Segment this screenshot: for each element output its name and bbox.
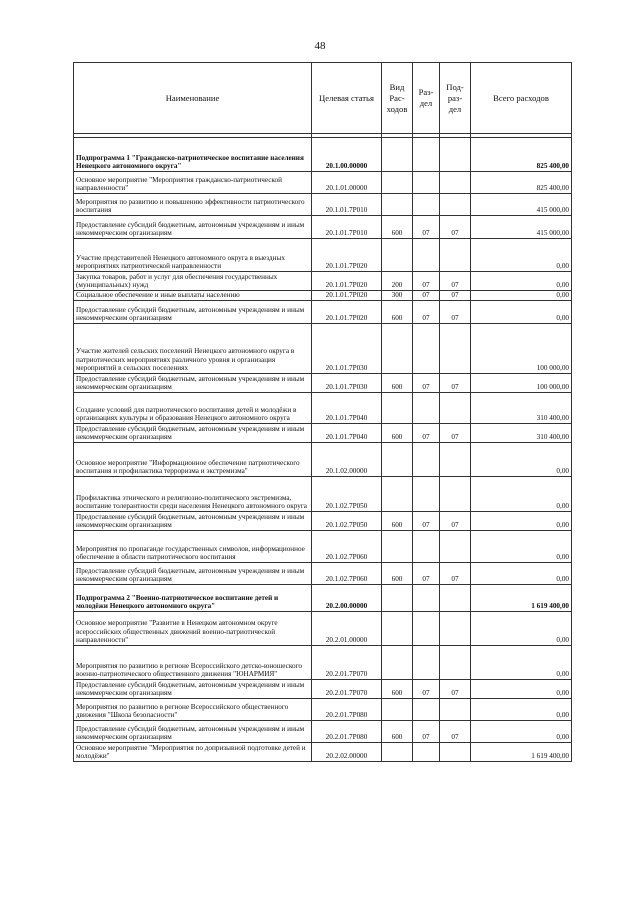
row-name: Участие жителей сельских поселений Ненецкого автономного округа в патриотических мероприятиях различного уровня и организация мероприятий в сельских поселениях [74, 324, 312, 374]
row-target-article: 20.1.01.7Р020 [312, 239, 382, 272]
row-name: Предоставление субсидий бюджетным, автономным учреждениям и иным некоммерческим организациям [74, 216, 312, 239]
row-name: Мероприятия по развитию в регионе Всероссийского детско-юношеского военно-патриотического общественного движения "ЮНАРМИЯ" [74, 646, 312, 680]
row-section [413, 443, 440, 477]
row-total-amount: 1 619 400,00 [471, 743, 572, 762]
table-row [74, 477, 572, 512]
row-section: 07 [413, 424, 440, 443]
row-name: Предоставление субсидий бюджетным, автономным учреждениям и иным некоммерческим организациям [74, 374, 312, 393]
row-section: 07 [413, 291, 440, 301]
row-expense-type [382, 612, 413, 646]
row-expense-type: 600 [382, 301, 413, 324]
row-total-amount: 0,00 [471, 612, 572, 646]
row-subsection [440, 393, 471, 424]
row-subsection: 07 [440, 512, 471, 531]
row-name: Мероприятия по развитию в регионе Всероссийского общественного движения "Школа безопасности" [74, 699, 312, 721]
row-expense-type [382, 646, 413, 680]
row-section [413, 239, 440, 272]
row-target-article: 20.1.01.7Р030 [312, 324, 382, 374]
table-row [74, 301, 572, 324]
row-total-amount: 100 000,00 [471, 374, 572, 393]
table-row [74, 563, 572, 585]
header-total-expenses: Всего расходов [471, 63, 572, 134]
row-total-amount: 415 000,00 [471, 216, 572, 239]
row-target-article: 20.1.01.7Р030 [312, 374, 382, 393]
row-section: 07 [413, 272, 440, 291]
row-target-article: 20.1.01.7Р040 [312, 424, 382, 443]
page-number: 48 [314, 40, 326, 52]
row-target-article: 20.2.01.00000 [312, 612, 382, 646]
row-total-amount: 0,00 [471, 563, 572, 585]
row-section [413, 393, 440, 424]
row-total-amount: 0,00 [471, 646, 572, 680]
table-row [74, 194, 572, 216]
table-row [74, 443, 572, 477]
row-section [413, 699, 440, 721]
row-name: Основное мероприятие "Мероприятия по допризывной подготовке детей и молодёжи" [74, 743, 312, 762]
row-expense-type [382, 743, 413, 762]
row-name: Основное мероприятие "Мероприятия гражданско-патриотической направленности" [74, 172, 312, 194]
row-section [413, 743, 440, 762]
row-section: 07 [413, 680, 440, 699]
row-target-article: 20.1.02.7Р050 [312, 477, 382, 512]
row-section: 07 [413, 301, 440, 324]
row-target-article: 20.2.01.7Р070 [312, 680, 382, 699]
row-total-amount: 0,00 [471, 699, 572, 721]
row-target-article: 20.1.02.7Р060 [312, 563, 382, 585]
table-row [74, 291, 572, 301]
row-expense-type [382, 699, 413, 721]
row-total-amount: 825 400,00 [471, 172, 572, 194]
row-subsection [440, 138, 471, 172]
table-row [74, 699, 572, 721]
table-row [74, 393, 572, 424]
table-row [74, 680, 572, 699]
row-section [413, 612, 440, 646]
row-target-article: 20.1.01.7Р020 [312, 291, 382, 301]
row-subsection: 07 [440, 301, 471, 324]
header-subsection: Под- раз- дел [440, 63, 471, 134]
row-expense-type [382, 531, 413, 563]
row-subsection: 07 [440, 424, 471, 443]
row-section: 07 [413, 216, 440, 239]
row-total-amount: 0,00 [471, 301, 572, 324]
table-row [74, 721, 572, 743]
row-subsection [440, 239, 471, 272]
row-subsection [440, 194, 471, 216]
table-body [74, 138, 572, 762]
row-subsection [440, 324, 471, 374]
row-name: Мероприятия по пропаганде государственных символов, информационное обеспечение в области патриотического воспитания [74, 531, 312, 563]
row-section [413, 585, 440, 612]
row-section [413, 531, 440, 563]
row-target-article: 20.2.01.7Р070 [312, 646, 382, 680]
row-target-article: 20.1.02.7Р050 [312, 512, 382, 531]
row-target-article: 20.2.01.7Р080 [312, 699, 382, 721]
row-total-amount: 1 619 400,00 [471, 585, 572, 612]
table-row [74, 216, 572, 239]
row-subsection: 07 [440, 272, 471, 291]
row-expense-type [382, 443, 413, 477]
row-total-amount: 310 400,00 [471, 393, 572, 424]
header-section: Раз- дел [413, 63, 440, 134]
table-row [74, 172, 572, 194]
row-target-article: 20.2.02.00000 [312, 743, 382, 762]
row-name: Предоставление субсидий бюджетным, автономным учреждениям и иным некоммерческим организациям [74, 301, 312, 324]
row-subsection: 07 [440, 291, 471, 301]
row-subsection [440, 585, 471, 612]
row-total-amount: 0,00 [471, 291, 572, 301]
row-subsection: 07 [440, 563, 471, 585]
row-total-amount: 0,00 [471, 721, 572, 743]
row-name: Предоставление субсидий бюджетным, автономным учреждениям и иным некоммерческим организациям [74, 512, 312, 531]
row-name: Подпрограмма 1 "Гражданско-патриотическое воспитание населения Ненецкого автономного округа" [74, 138, 312, 172]
row-section [413, 194, 440, 216]
row-total-amount: 0,00 [471, 512, 572, 531]
row-section [413, 646, 440, 680]
table-row [74, 138, 572, 172]
row-total-amount: 310 400,00 [471, 424, 572, 443]
row-expense-type [382, 194, 413, 216]
row-section [413, 477, 440, 512]
table-row [74, 374, 572, 393]
row-subsection: 07 [440, 216, 471, 239]
row-name: Социальное обеспечение и иные выплаты населению [74, 291, 312, 301]
table-header-row [74, 63, 572, 134]
row-expense-type: 600 [382, 512, 413, 531]
row-subsection: 07 [440, 374, 471, 393]
row-total-amount: 825 400,00 [471, 138, 572, 172]
row-subsection [440, 443, 471, 477]
row-total-amount: 0,00 [471, 531, 572, 563]
row-subsection [440, 646, 471, 680]
row-name: Предоставление субсидий бюджетным, автономным учреждениям и иным некоммерческим организациям [74, 721, 312, 743]
row-expense-type: 200 [382, 272, 413, 291]
row-section [413, 172, 440, 194]
row-expense-type [382, 393, 413, 424]
row-subsection [440, 531, 471, 563]
budget-table [73, 62, 572, 762]
row-total-amount: 0,00 [471, 443, 572, 477]
row-expense-type [382, 324, 413, 374]
row-total-amount: 100 000,00 [471, 324, 572, 374]
table-row [74, 612, 572, 646]
table-row [74, 272, 572, 291]
row-target-article: 20.1.02.00000 [312, 443, 382, 477]
row-subsection [440, 612, 471, 646]
table-row [74, 512, 572, 531]
table-row [74, 531, 572, 563]
row-expense-type: 300 [382, 291, 413, 301]
row-subsection [440, 743, 471, 762]
row-target-article: 20.2.01.7Р080 [312, 721, 382, 743]
row-name: Участие представителей Ненецкого автономного округа в выездных мероприятиях патриотической направленности [74, 239, 312, 272]
header-expense-type: Вид Рас- ходов [382, 63, 413, 134]
row-name: Создание условий для патриотического воспитания детей и молодёжи в организациях культуры и образования Ненецкого автономного округа [74, 393, 312, 424]
row-target-article: 20.1.02.7Р060 [312, 531, 382, 563]
row-target-article: 20.1.01.7Р040 [312, 393, 382, 424]
row-target-article: 20.1.00.00000 [312, 138, 382, 172]
table-row [74, 646, 572, 680]
row-target-article: 20.1.01.7Р010 [312, 216, 382, 239]
row-name: Профилактика этнического и религиозно-политического экстремизма, воспитание толерантности среди населения Ненецкого автономного округа [74, 477, 312, 512]
row-expense-type [382, 172, 413, 194]
table-row [74, 239, 572, 272]
table-row [74, 743, 572, 762]
row-expense-type: 600 [382, 216, 413, 239]
row-subsection: 07 [440, 680, 471, 699]
row-section: 07 [413, 563, 440, 585]
row-target-article: 20.1.01.00000 [312, 172, 382, 194]
row-target-article: 20.1.01.7Р020 [312, 301, 382, 324]
row-name: Мероприятия по развитию и повышению эффективности патриотического воспитания [74, 194, 312, 216]
row-expense-type [382, 477, 413, 512]
row-target-article: 20.1.01.7Р010 [312, 194, 382, 216]
row-expense-type [382, 239, 413, 272]
row-name: Предоставление субсидий бюджетным, автономным учреждениям и иным некоммерческим организациям [74, 680, 312, 699]
row-section: 07 [413, 374, 440, 393]
row-expense-type: 600 [382, 563, 413, 585]
row-expense-type: 600 [382, 374, 413, 393]
row-section: 07 [413, 721, 440, 743]
row-expense-type: 600 [382, 424, 413, 443]
row-name: Основное мероприятие "Информационное обеспечение патриотического воспитания и профилактика терроризма и экстремизма" [74, 443, 312, 477]
row-total-amount: 415 000,00 [471, 194, 572, 216]
table-row [74, 585, 572, 612]
row-subsection [440, 699, 471, 721]
row-subsection: 07 [440, 721, 471, 743]
row-name: Основное мероприятие "Развитие в Ненецком автономном округе всероссийских общественных движений военно-патриотической направленности" [74, 612, 312, 646]
row-name: Предоставление субсидий бюджетным, автономным учреждениям и иным некоммерческим организациям [74, 563, 312, 585]
row-name: Закупка товаров, работ и услуг для обеспечения государственных (муниципальных) нужд [74, 272, 312, 291]
table-row [74, 324, 572, 374]
row-section [413, 138, 440, 172]
row-target-article: 20.1.01.7Р020 [312, 272, 382, 291]
header-name: Наименование [74, 63, 312, 134]
row-expense-type: 600 [382, 721, 413, 743]
row-subsection [440, 477, 471, 512]
row-subsection [440, 172, 471, 194]
row-name: Подпрограмма 2 "Военно-патриотическое воспитание детей и молодёжи Ненецкого автономного округа" [74, 585, 312, 612]
row-target-article: 20.2.00.00000 [312, 585, 382, 612]
row-section [413, 324, 440, 374]
row-name: Предоставление субсидий бюджетным, автономным учреждениям и иным некоммерческим организациям [74, 424, 312, 443]
row-total-amount: 0,00 [471, 680, 572, 699]
table-row [74, 424, 572, 443]
row-total-amount: 0,00 [471, 272, 572, 291]
row-total-amount: 0,00 [471, 239, 572, 272]
row-total-amount: 0,00 [471, 477, 572, 512]
row-expense-type [382, 585, 413, 612]
row-expense-type: 600 [382, 680, 413, 699]
row-expense-type [382, 138, 413, 172]
row-section: 07 [413, 512, 440, 531]
header-target-article: Целевая статья [312, 63, 382, 134]
